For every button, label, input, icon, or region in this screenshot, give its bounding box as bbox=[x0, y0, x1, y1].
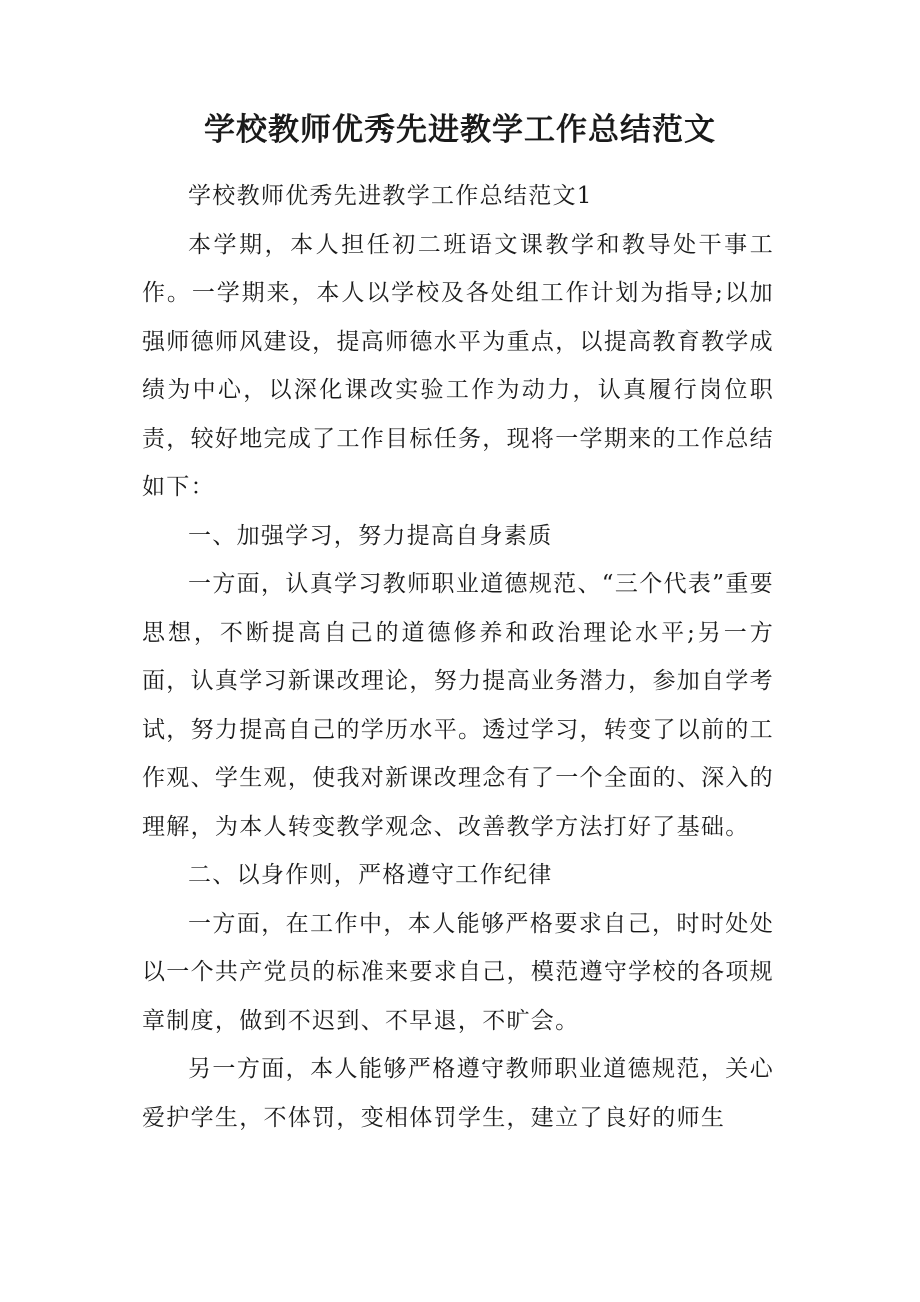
paragraph-subtitle: 学校教师优秀先进教学工作总结范文1 bbox=[188, 183, 593, 209]
document-body bbox=[142, 172, 774, 1142]
section-heading-1: 一、加强学习，努力提高自身素质 bbox=[188, 522, 553, 549]
paragraph-section-2b: 另一方面，本人能够严格遵守教师职业道德规范，关心爱护学生，不体罚，变相体罚学生，建立了良好的师生 bbox=[142, 1056, 774, 1131]
document-title: 学校教师优秀先进教学工作总结范文 bbox=[204, 112, 716, 148]
paragraph-intro: 本学期，本人担任初二班语文课教学和教导处干事工作。一学期来，本人以学校及各处组工作计划为指导;以加强师德师风建设，提高师德水平为重点，以提高教育教学成绩为中心，以深化课改实验工作为动力，认真履行岗位职责，较好地完成了工作目标任务，现将一学期来的工作总结如下： bbox=[142, 231, 774, 500]
paragraph-section-1: 一方面，认真学习教师职业道德规范、“三个代表”重要思想，不断提高自己的道德修养和政治理论水平;另一方面，认真学习新课改理论，努力提高业务潜力，参加自学考试，努力提高自己的学历水平。透过学习，转变了以前的工作观、学生观，使我对新课改理念有了一个全面的、深入的理解，为本人转变教学观念、改善教学方法打好了基础。 bbox=[142, 571, 774, 840]
paragraph-section-2a: 一方面，在工作中，本人能够严格要求自己，时时处处以一个共产党员的标准来要求自己，模范遵守学校的各项规章制度，做到不迟到、不早退，不旷会。 bbox=[142, 910, 774, 1034]
section-heading-2: 二、以身作则，严格遵守工作纪律 bbox=[188, 862, 553, 888]
